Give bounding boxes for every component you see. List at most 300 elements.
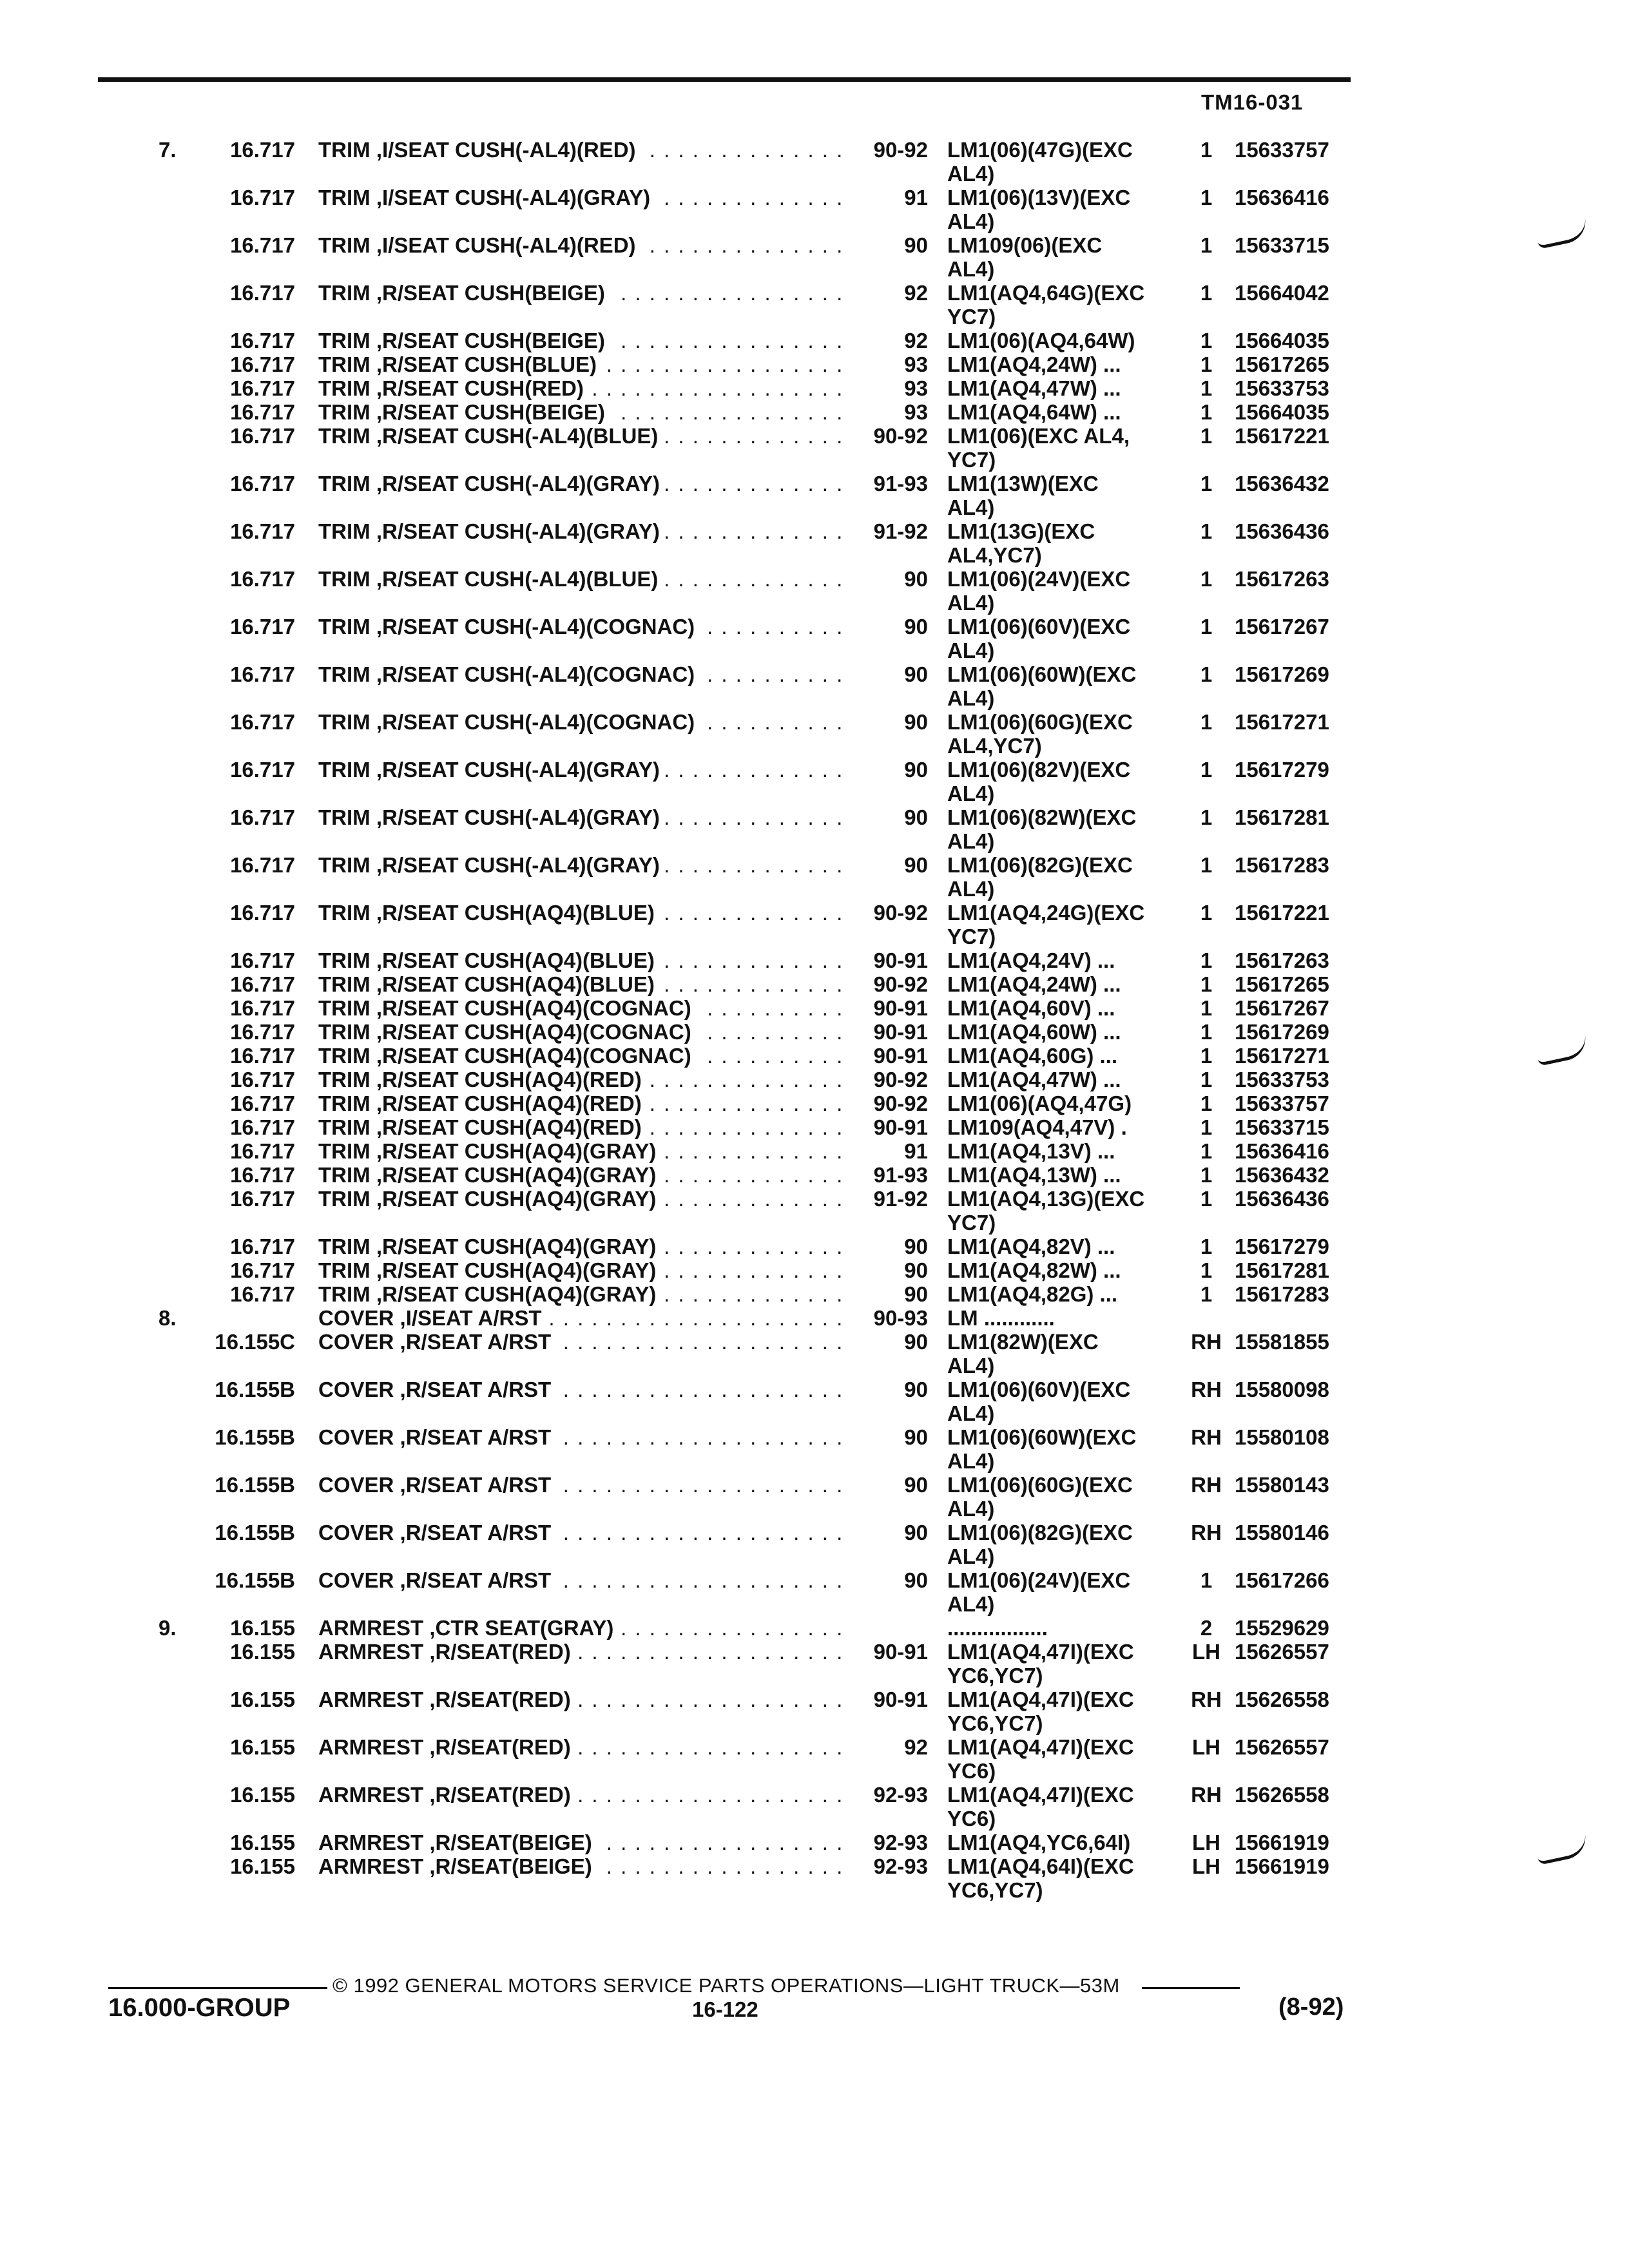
illustration-ref: 16.717 <box>230 1258 295 1282</box>
part-number: 15661919 <box>1235 1854 1329 1878</box>
quantity: 1 <box>1200 662 1213 686</box>
illustration-ref: 16.717 <box>230 948 295 972</box>
part-description <box>318 1139 847 1163</box>
part-number: 15636416 <box>1235 1139 1329 1163</box>
parts-row <box>0 1139 1629 1163</box>
part-description-text: ARMREST ,R/SEAT(RED) <box>318 1735 576 1759</box>
usage-code: LM1(AQ4,24V) ... <box>947 948 1115 972</box>
part-description-text: TRIM ,R/SEAT CUSH(AQ4)(GRAY) <box>318 1163 661 1187</box>
parts-row <box>0 1044 1629 1068</box>
part-number: 15617265 <box>1235 352 1329 376</box>
model-years: 90-91 <box>873 948 928 972</box>
illustration-ref: 16.155 <box>230 1783 295 1807</box>
part-description-text: TRIM ,R/SEAT CUSH(BEIGE) <box>318 281 610 305</box>
part-description <box>318 186 847 209</box>
quantity: 1 <box>1200 1068 1213 1091</box>
part-number: 15633715 <box>1235 1115 1329 1139</box>
item-number: 9. <box>159 1616 177 1640</box>
parts-row <box>0 972 1629 996</box>
usage-code: LM109(AQ4,47V) . <box>947 1115 1127 1139</box>
illustration-ref: 16.155 <box>230 1616 295 1640</box>
part-number: 15617267 <box>1235 615 1329 639</box>
illustration-ref: 16.155 <box>230 1831 295 1854</box>
part-description <box>318 1258 847 1282</box>
usage-code: LM1(06)(60G)(EXC AL4,YC7) <box>947 710 1133 758</box>
model-years: 91-93 <box>873 1163 928 1187</box>
part-description-text: COVER ,R/SEAT A/RST <box>318 1521 556 1544</box>
footer-copyright: © 1992 GENERAL MOTORS SERVICE PARTS OPERATIONS—LIGHT TRUCK—53M <box>333 1974 1120 1997</box>
model-years: 90-92 <box>873 138 928 162</box>
model-years: 90 <box>904 1282 928 1306</box>
part-description <box>318 1115 847 1139</box>
part-description <box>318 567 847 591</box>
usage-code: LM1(AQ4,YC6,64I) <box>947 1831 1131 1854</box>
parts-row <box>0 186 1629 233</box>
illustration-ref: 16.155 <box>230 1854 295 1878</box>
quantity: 1 <box>1200 1235 1213 1258</box>
model-years: 90 <box>904 805 928 829</box>
parts-row <box>0 1020 1629 1044</box>
part-description <box>318 1091 847 1115</box>
part-number: 15580143 <box>1235 1473 1329 1497</box>
footer-rule <box>108 1987 327 1989</box>
model-years: 90 <box>904 1473 928 1497</box>
usage-code: LM1(06)(82W)(EXC AL4) <box>947 805 1137 853</box>
part-number: 15617271 <box>1235 1044 1329 1068</box>
part-number: 15617266 <box>1235 1568 1329 1592</box>
model-years: 93 <box>904 400 928 424</box>
model-years: 90 <box>904 1258 928 1282</box>
part-description-text: TRIM ,R/SEAT CUSH(-AL4)(COGNAC) <box>318 662 700 686</box>
part-description-text: ARMREST ,R/SEAT(RED) <box>318 1640 576 1664</box>
usage-code: LM1(06)(60V)(EXC AL4) <box>947 1378 1131 1425</box>
model-years: 92 <box>904 1735 928 1759</box>
part-description <box>318 1854 847 1878</box>
usage-code: LM109(06)(EXC AL4) <box>947 233 1103 281</box>
usage-code: LM1(AQ4,24G)(EXC YC7) <box>947 901 1145 948</box>
usage-code: LM1(82W)(EXC AL4) <box>947 1330 1099 1378</box>
model-years: 90-91 <box>873 1640 928 1664</box>
parts-row <box>0 615 1629 662</box>
quantity: RH <box>1191 1425 1222 1449</box>
part-description <box>318 1378 847 1401</box>
part-description-text: COVER ,R/SEAT A/RST <box>318 1378 556 1401</box>
usage-code: LM1(AQ4,82W) ... <box>947 1258 1121 1282</box>
quantity: RH <box>1191 1378 1222 1401</box>
part-description <box>318 1521 847 1544</box>
quantity: 1 <box>1200 1187 1213 1211</box>
quantity: RH <box>1191 1330 1222 1354</box>
doc-code: TM16-031 <box>1201 90 1304 114</box>
parts-row <box>0 1378 1629 1425</box>
illustration-ref: 16.717 <box>230 1068 295 1091</box>
part-number: 15617267 <box>1235 996 1329 1020</box>
usage-code: LM1(06)(AQ4,64W) <box>947 329 1135 352</box>
model-years: 90-92 <box>873 1068 928 1091</box>
parts-row <box>0 281 1629 329</box>
illustration-ref: 16.155B <box>215 1568 295 1592</box>
part-description-text: ARMREST ,R/SEAT(BEIGE) <box>318 1831 597 1854</box>
part-number: 15617269 <box>1235 1020 1329 1044</box>
usage-code: LM1(06)(24V)(EXC AL4) <box>947 567 1131 615</box>
part-number: 15633753 <box>1235 376 1329 400</box>
model-years: 90-92 <box>873 424 928 448</box>
part-description <box>318 972 847 996</box>
part-number: 15581855 <box>1235 1330 1329 1354</box>
model-years: 92-93 <box>873 1831 928 1854</box>
model-years: 93 <box>904 376 928 400</box>
illustration-ref: 16.717 <box>230 281 295 305</box>
illustration-ref: 16.155 <box>230 1735 295 1759</box>
model-years: 90 <box>904 1425 928 1449</box>
part-description-text: TRIM ,R/SEAT CUSH(AQ4)(RED) <box>318 1115 647 1139</box>
usage-code: LM1(06)(60G)(EXC AL4) <box>947 1473 1133 1521</box>
parts-row <box>0 1091 1629 1115</box>
part-description-text: ARMREST ,R/SEAT(RED) <box>318 1687 576 1711</box>
part-description <box>318 519 847 543</box>
usage-code: LM1(06)(47G)(EXC AL4) <box>947 138 1133 186</box>
part-number: 15636436 <box>1235 519 1329 543</box>
part-description <box>318 758 847 782</box>
part-description-text: COVER ,R/SEAT A/RST <box>318 1568 556 1592</box>
part-number: 15664035 <box>1235 400 1329 424</box>
part-description-text: TRIM ,R/SEAT CUSH(AQ4)(RED) <box>318 1091 647 1115</box>
parts-row <box>0 1330 1629 1378</box>
part-description-text: TRIM ,R/SEAT CUSH(AQ4)(RED) <box>318 1068 647 1091</box>
parts-row <box>0 1521 1629 1568</box>
usage-code: LM1(AQ4,60V) ... <box>947 996 1115 1020</box>
parts-row <box>0 1306 1629 1330</box>
parts-row <box>0 1425 1629 1473</box>
quantity: 1 <box>1200 1163 1213 1187</box>
illustration-ref: 16.155 <box>230 1687 295 1711</box>
illustration-ref: 16.717 <box>230 567 295 591</box>
parts-row <box>0 1568 1629 1616</box>
part-description-text: TRIM ,R/SEAT CUSH(AQ4)(GRAY) <box>318 1235 661 1258</box>
part-description <box>318 400 847 424</box>
part-description-text: TRIM ,R/SEAT CUSH(BLUE) <box>318 352 602 376</box>
model-years: 92-93 <box>873 1854 928 1878</box>
quantity: RH <box>1191 1521 1222 1544</box>
model-years: 90 <box>904 233 928 257</box>
quantity: RH <box>1191 1783 1222 1807</box>
illustration-ref: 16.155C <box>215 1330 295 1354</box>
part-description-text: ARMREST ,R/SEAT(BEIGE) <box>318 1854 597 1878</box>
model-years: 91-92 <box>873 1187 928 1211</box>
part-description-text: TRIM ,R/SEAT CUSH(AQ4)(GRAY) <box>318 1139 661 1163</box>
usage-code: ................. <box>947 1616 1048 1640</box>
model-years: 92-93 <box>873 1783 928 1807</box>
part-number: 15626557 <box>1235 1640 1329 1664</box>
model-years: 90-91 <box>873 996 928 1020</box>
quantity: 1 <box>1200 1139 1213 1163</box>
part-description-text: TRIM ,I/SEAT CUSH(-AL4)(GRAY) <box>318 186 655 209</box>
quantity: 1 <box>1200 1091 1213 1115</box>
part-description-text: TRIM ,R/SEAT CUSH(-AL4)(GRAY) <box>318 758 665 782</box>
illustration-ref: 16.717 <box>230 901 295 925</box>
item-number: 8. <box>159 1306 177 1330</box>
usage-code: LM1(AQ4,64I)(EXC YC6,YC7) <box>947 1854 1134 1902</box>
parts-row <box>0 1783 1629 1831</box>
part-number: 15617279 <box>1235 1235 1329 1258</box>
usage-code: LM1(AQ4,60W) ... <box>947 1020 1121 1044</box>
part-number: 15626558 <box>1235 1783 1329 1807</box>
parts-row <box>0 1163 1629 1187</box>
part-description <box>318 996 847 1020</box>
quantity: 1 <box>1200 948 1213 972</box>
part-description <box>318 1783 847 1807</box>
part-number: 15636432 <box>1235 1163 1329 1187</box>
usage-code: LM1(06)(82V)(EXC AL4) <box>947 758 1131 805</box>
part-description <box>318 1282 847 1306</box>
model-years: 90-93 <box>873 1306 928 1330</box>
quantity: 1 <box>1200 1258 1213 1282</box>
usage-code: LM1(AQ4,47I)(EXC YC6) <box>947 1735 1134 1783</box>
part-number: 15617263 <box>1235 948 1329 972</box>
illustration-ref: 16.717 <box>230 1091 295 1115</box>
part-description-text: TRIM ,R/SEAT CUSH(AQ4)(COGNAC) <box>318 1020 697 1044</box>
part-number: 15617281 <box>1235 1258 1329 1282</box>
quantity: RH <box>1191 1473 1222 1497</box>
part-description-text: TRIM ,I/SEAT CUSH(-AL4)(RED) <box>318 233 641 257</box>
part-description-text: TRIM ,R/SEAT CUSH(AQ4)(GRAY) <box>318 1258 661 1282</box>
top-rule <box>98 77 1351 82</box>
quantity: 1 <box>1200 376 1213 400</box>
illustration-ref: 16.155B <box>215 1521 295 1544</box>
parts-list <box>0 138 1629 1902</box>
illustration-ref: 16.717 <box>230 1235 295 1258</box>
quantity: 1 <box>1200 352 1213 376</box>
part-description-text: TRIM ,R/SEAT CUSH(AQ4)(GRAY) <box>318 1282 661 1306</box>
illustration-ref: 16.717 <box>230 710 295 734</box>
part-description <box>318 1235 847 1258</box>
quantity: 1 <box>1200 1568 1213 1592</box>
model-years: 90 <box>904 567 928 591</box>
illustration-ref: 16.717 <box>230 329 295 352</box>
footer-date: (8-92) <box>1278 1994 1344 2021</box>
parts-row <box>0 1831 1629 1854</box>
model-years: 90 <box>904 662 928 686</box>
part-number: 15617281 <box>1235 805 1329 829</box>
part-description-text: ARMREST ,CTR SEAT(GRAY) <box>318 1616 619 1640</box>
illustration-ref: 16.717 <box>230 758 295 782</box>
parts-row <box>0 519 1629 567</box>
parts-row <box>0 329 1629 352</box>
model-years: 90-91 <box>873 1044 928 1068</box>
quantity: 1 <box>1200 1282 1213 1306</box>
usage-code: LM1(13W)(EXC AL4) <box>947 472 1099 519</box>
illustration-ref: 16.717 <box>230 996 295 1020</box>
quantity: 1 <box>1200 972 1213 996</box>
part-number: 15664042 <box>1235 281 1329 305</box>
part-description-text: TRIM ,R/SEAT CUSH(-AL4)(GRAY) <box>318 472 665 495</box>
part-description <box>318 472 847 495</box>
usage-code: LM1(06)(AQ4,47G) <box>947 1091 1132 1115</box>
part-description-text: TRIM ,R/SEAT CUSH(-AL4)(COGNAC) <box>318 710 700 734</box>
part-description-text: TRIM ,R/SEAT CUSH(AQ4)(GRAY) <box>318 1187 661 1211</box>
part-number: 15633757 <box>1235 138 1329 162</box>
part-number: 15636436 <box>1235 1187 1329 1211</box>
quantity: 1 <box>1200 519 1213 543</box>
model-years: 90 <box>904 1521 928 1544</box>
model-years: 91-93 <box>873 472 928 495</box>
usage-code: LM1(AQ4,60G) ... <box>947 1044 1118 1068</box>
part-description <box>318 1068 847 1091</box>
model-years: 92 <box>904 329 928 352</box>
part-description <box>318 615 847 639</box>
illustration-ref: 16.717 <box>230 400 295 424</box>
part-description <box>318 329 847 352</box>
footer-group: 16.000-GROUP <box>108 1994 291 2022</box>
usage-code: LM1(AQ4,24W) ... <box>947 972 1121 996</box>
part-number: 15636432 <box>1235 472 1329 495</box>
illustration-ref: 16.155B <box>215 1378 295 1401</box>
illustration-ref: 16.717 <box>230 186 295 209</box>
illustration-ref: 16.717 <box>230 972 295 996</box>
quantity: 1 <box>1200 853 1213 877</box>
illustration-ref: 16.717 <box>230 1282 295 1306</box>
part-number: 15617263 <box>1235 567 1329 591</box>
usage-code: LM1(AQ4,47I)(EXC YC6,YC7) <box>947 1640 1134 1687</box>
usage-code: LM1(06)(82G)(EXC AL4) <box>947 1521 1133 1568</box>
part-description-text: TRIM ,R/SEAT CUSH(RED) <box>318 376 589 400</box>
part-description <box>318 281 847 305</box>
part-description <box>318 1687 847 1711</box>
parts-row <box>0 710 1629 758</box>
usage-code: LM1(AQ4,64G)(EXC YC7) <box>947 281 1145 329</box>
parts-row <box>0 1640 1629 1687</box>
part-description-text: COVER ,I/SEAT A/RST <box>318 1306 547 1330</box>
usage-code: LM1(AQ4,24W) ... <box>947 352 1121 376</box>
part-description-text: COVER ,R/SEAT A/RST <box>318 1473 556 1497</box>
footer-rule <box>1142 1987 1240 1989</box>
quantity: 1 <box>1200 996 1213 1020</box>
part-description <box>318 1473 847 1497</box>
usage-code: LM1(AQ4,82V) ... <box>947 1235 1115 1258</box>
model-years: 90 <box>904 1378 928 1401</box>
illustration-ref: 16.717 <box>230 1020 295 1044</box>
part-number: 15617279 <box>1235 758 1329 782</box>
part-description-text: TRIM ,R/SEAT CUSH(BEIGE) <box>318 329 610 352</box>
model-years: 91 <box>904 1139 928 1163</box>
part-number: 15664035 <box>1235 329 1329 352</box>
illustration-ref: 16.717 <box>230 662 295 686</box>
parts-row <box>0 853 1629 901</box>
part-description-text: COVER ,R/SEAT A/RST <box>318 1330 556 1354</box>
part-description <box>318 662 847 686</box>
parts-row <box>0 996 1629 1020</box>
part-description <box>318 1425 847 1449</box>
part-description <box>318 805 847 829</box>
illustration-ref: 16.717 <box>230 352 295 376</box>
part-number: 15626557 <box>1235 1735 1329 1759</box>
parts-row <box>0 1687 1629 1735</box>
part-number: 15617283 <box>1235 1282 1329 1306</box>
parts-row <box>0 1854 1629 1902</box>
usage-code: LM1(AQ4,47I)(EXC YC6) <box>947 1783 1134 1831</box>
part-description <box>318 901 847 925</box>
model-years: 90-91 <box>873 1020 928 1044</box>
usage-code: LM1(AQ4,47W) ... <box>947 376 1121 400</box>
quantity: 1 <box>1200 805 1213 829</box>
usage-code: LM1(AQ4,82G) ... <box>947 1282 1118 1306</box>
part-description <box>318 138 847 162</box>
part-number: 15661919 <box>1235 1831 1329 1854</box>
item-number: 7. <box>159 138 177 162</box>
quantity: 1 <box>1200 710 1213 734</box>
part-number: 15580146 <box>1235 1521 1329 1544</box>
part-description <box>318 710 847 734</box>
part-description <box>318 352 847 376</box>
part-description-text: TRIM ,I/SEAT CUSH(-AL4)(RED) <box>318 138 641 162</box>
quantity: 1 <box>1200 567 1213 591</box>
quantity: 1 <box>1200 186 1213 209</box>
parts-row <box>0 1258 1629 1282</box>
illustration-ref: 16.717 <box>230 853 295 877</box>
part-description-text: TRIM ,R/SEAT CUSH(-AL4)(GRAY) <box>318 805 665 829</box>
illustration-ref: 16.155 <box>230 1640 295 1664</box>
model-years: 90-91 <box>873 1115 928 1139</box>
part-description <box>318 1020 847 1044</box>
usage-code: LM1(06)(82G)(EXC AL4) <box>947 853 1133 901</box>
part-number: 15617221 <box>1235 424 1329 448</box>
part-description-text: TRIM ,R/SEAT CUSH(-AL4)(GRAY) <box>318 853 665 877</box>
usage-code: LM1(AQ4,13G)(EXC YC7) <box>947 1187 1145 1235</box>
parts-row <box>0 352 1629 376</box>
parts-row <box>0 1068 1629 1091</box>
part-description-text: TRIM ,R/SEAT CUSH(-AL4)(COGNAC) <box>318 615 700 639</box>
parts-row <box>0 1187 1629 1235</box>
part-number: 15633715 <box>1235 233 1329 257</box>
usage-code: LM1(AQ4,13V) ... <box>947 1139 1115 1163</box>
parts-row <box>0 1616 1629 1640</box>
part-number: 15617271 <box>1235 710 1329 734</box>
part-description-text: TRIM ,R/SEAT CUSH(AQ4)(BLUE) <box>318 972 660 996</box>
part-description <box>318 1163 847 1187</box>
part-number: 15617265 <box>1235 972 1329 996</box>
quantity: 1 <box>1200 138 1213 162</box>
part-description <box>318 1568 847 1592</box>
usage-code: LM1(06)(60W)(EXC AL4) <box>947 1425 1137 1473</box>
illustration-ref: 16.717 <box>230 615 295 639</box>
part-description-text: TRIM ,R/SEAT CUSH(AQ4)(COGNAC) <box>318 996 697 1020</box>
quantity: 1 <box>1200 472 1213 495</box>
quantity: 1 <box>1200 329 1213 352</box>
quantity: 1 <box>1200 758 1213 782</box>
quantity: 1 <box>1200 1044 1213 1068</box>
model-years: 92 <box>904 281 928 305</box>
part-description <box>318 1330 847 1354</box>
part-description-text: ARMREST ,R/SEAT(RED) <box>318 1783 576 1807</box>
part-description-text: TRIM ,R/SEAT CUSH(AQ4)(BLUE) <box>318 901 660 925</box>
parts-row <box>0 400 1629 424</box>
parts-row <box>0 233 1629 281</box>
model-years: 91-92 <box>873 519 928 543</box>
usage-code: LM1(13G)(EXC AL4,YC7) <box>947 519 1095 567</box>
parts-row <box>0 901 1629 948</box>
illustration-ref: 16.717 <box>230 233 295 257</box>
illustration-ref: 16.717 <box>230 1163 295 1187</box>
parts-row <box>0 424 1629 472</box>
model-years: 91 <box>904 186 928 209</box>
model-years: 90-92 <box>873 1091 928 1115</box>
usage-code: LM ............ <box>947 1306 1055 1330</box>
part-description <box>318 376 847 400</box>
part-description-text: TRIM ,R/SEAT CUSH(-AL4)(BLUE) <box>318 424 663 448</box>
illustration-ref: 16.717 <box>230 472 295 495</box>
part-number: 15617221 <box>1235 901 1329 925</box>
footer-page-number: 16-122 <box>692 1997 758 2021</box>
